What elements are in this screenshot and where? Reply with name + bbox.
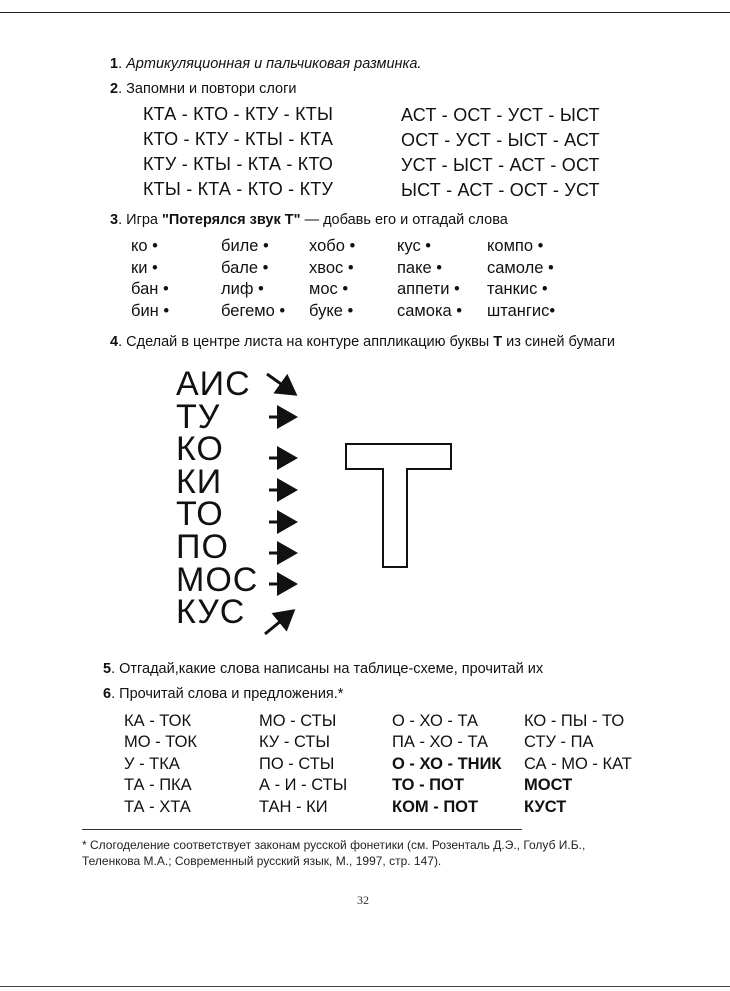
task-4-text-b: из синей бумаги <box>506 334 615 350</box>
word-item: хвос • <box>309 258 354 277</box>
arrows-column <box>255 368 315 640</box>
word-item: мос • <box>309 280 349 298</box>
task-1-number: 1 <box>110 56 119 72</box>
word-item: бале • <box>221 258 269 277</box>
syllable-row: АСТ - ОСТ - УСТ - ЫСТ <box>401 105 600 125</box>
syllables-right <box>401 103 600 203</box>
reading-column-1 <box>124 711 197 818</box>
word-item: самоле • <box>487 258 554 277</box>
word-item: паке • <box>397 258 443 277</box>
task-3: 3. Игра "Потерялся звук Т" — добавь его и отгадай слова <box>110 212 508 228</box>
reading-word: СА - МО - КАТ <box>524 754 632 773</box>
table-word: МОС <box>176 560 259 599</box>
arrow-up-right-icon <box>265 611 293 634</box>
word-item: ки • <box>131 258 158 277</box>
task-2-text: Запомни и повтори слоги <box>126 81 297 97</box>
task-3-suffix: — добавь его и отгадай слова <box>304 212 508 228</box>
task-3-number: 3 <box>110 212 119 228</box>
syllable-row: КТЫ - КТА - КТО - КТУ <box>143 179 334 199</box>
syllable-row: ОСТ - УСТ - ЫСТ - АСТ <box>401 130 600 150</box>
table-word: ТУ <box>176 397 221 436</box>
task-5-number: 5 <box>103 661 112 677</box>
reading-word: ПО - СТЫ <box>259 754 335 773</box>
arrow-down-right-icon <box>267 374 295 394</box>
word-item: кус • <box>397 237 432 255</box>
task-5: 5. Отгадай,какие слова написаны на таблице-схеме, прочитай их <box>103 661 544 677</box>
reading-word: ТАН - КИ <box>259 797 328 816</box>
syllable-row: УСТ - ЫСТ - АСТ - ОСТ <box>401 155 600 175</box>
task-3-title: "Потерялся звук Т" <box>162 212 301 228</box>
word-item: бан • <box>131 280 169 298</box>
task-3-prefix: Игра <box>126 212 158 228</box>
table-word: КО <box>176 430 224 469</box>
task-4: 4. Сделай в центре листа на контуре аппликацию буквы Т из синей бумаги <box>110 334 615 350</box>
reading-word: МО - СТЫ <box>259 712 337 730</box>
missing-sound-words <box>0 236 730 326</box>
reading-column-3 <box>392 711 502 818</box>
syllables-left <box>143 102 333 202</box>
word-item: биле • <box>221 237 269 255</box>
syllable-table-words <box>176 365 259 632</box>
task-4-letter: Т <box>493 334 503 350</box>
table-word: АИС <box>176 365 251 403</box>
reading-word: КОМ - ПОТ <box>392 797 479 816</box>
table-word: КИ <box>176 462 223 501</box>
word-item: хобо • <box>309 237 356 255</box>
task-2: 2. Запомни и повтори слоги <box>110 81 297 97</box>
task-5-text: Отгадай,какие слова написаны на таблице-схеме, прочитай их <box>119 661 544 677</box>
reading-column-4 <box>524 711 632 818</box>
word-item: танкис • <box>487 280 548 298</box>
syllable-row: КТО - КТУ - КТЫ - КТА <box>143 129 334 149</box>
reading-word: А - И - СТЫ <box>259 776 348 795</box>
syllable-row: КТА - КТО - КТУ - КТЫ <box>143 104 334 124</box>
word-item: лиф • <box>221 280 264 298</box>
task-1-text: Артикуляционная и пальчиковая разминка. <box>126 56 422 72</box>
reading-word: КУСТ <box>524 797 567 816</box>
task-4-number: 4 <box>110 334 119 350</box>
reading-word: СТУ - ПА <box>524 733 594 752</box>
page-number: 32 <box>357 893 369 907</box>
task-4-text-a: Сделай в центре листа на контуре аппликацию буквы <box>126 334 490 350</box>
task-1: 1. Артикуляционная и пальчиковая разминка. <box>110 56 422 72</box>
reading-word: ПА - ХО - ТА <box>392 733 489 752</box>
reading-word: ТА - ПКА <box>124 776 192 795</box>
reading-word: МО - ТОК <box>124 733 198 752</box>
table-word: КУС <box>176 593 246 632</box>
task-2-number: 2 <box>110 81 119 97</box>
reading-column-2 <box>259 711 347 818</box>
reading-word: У - ТКА <box>124 754 180 773</box>
task-6: 6. Прочитай слова и предложения.* <box>103 686 344 702</box>
reading-word: КА - ТОК <box>124 712 192 730</box>
reading-word: ТО - ПОТ <box>392 776 464 795</box>
word-item: бин • <box>131 301 170 320</box>
syllable-row: ЫСТ - АСТ - ОСТ - УСТ <box>401 180 600 200</box>
syllable-row: КТУ - КТЫ - КТА - КТО <box>143 154 334 174</box>
reading-word: О - ХО - ТА <box>392 712 478 730</box>
word-item: бегемо • <box>221 301 286 320</box>
footnote <box>82 838 682 869</box>
letter-t-outline-icon <box>343 441 455 571</box>
bottom-rule <box>0 986 730 987</box>
reading-word: ТА - ХТА <box>124 797 191 816</box>
word-item: ко • <box>131 237 158 255</box>
word-item: самока • <box>397 301 463 320</box>
reading-word: КУ - СТЫ <box>259 733 330 752</box>
word-item: буке • <box>309 301 354 320</box>
reading-word: КО - ПЫ - ТО <box>524 712 625 730</box>
reading-word: О - ХО - ТНИК <box>392 754 502 773</box>
footnote-line-2: Теленкова М.А.; Современный русский язык, М., 1997, стр. 147). <box>82 853 442 868</box>
footnote-line-1: * Слогоделение соответствует законам русской фонетики (см. Розенталь Д.Э., Голуб И.Б., <box>82 838 586 852</box>
top-rule <box>0 12 730 13</box>
table-word: ПО <box>176 527 229 566</box>
word-item: компо • <box>487 237 544 255</box>
table-word: ТО <box>176 495 224 534</box>
reading-word: МОСТ <box>524 776 573 795</box>
task-6-text: Прочитай слова и предложения.* <box>119 686 344 702</box>
task-6-number: 6 <box>103 686 112 702</box>
word-item: аппети • <box>397 280 460 298</box>
footnote-rule <box>82 829 522 830</box>
word-item: штангис• <box>487 301 556 320</box>
